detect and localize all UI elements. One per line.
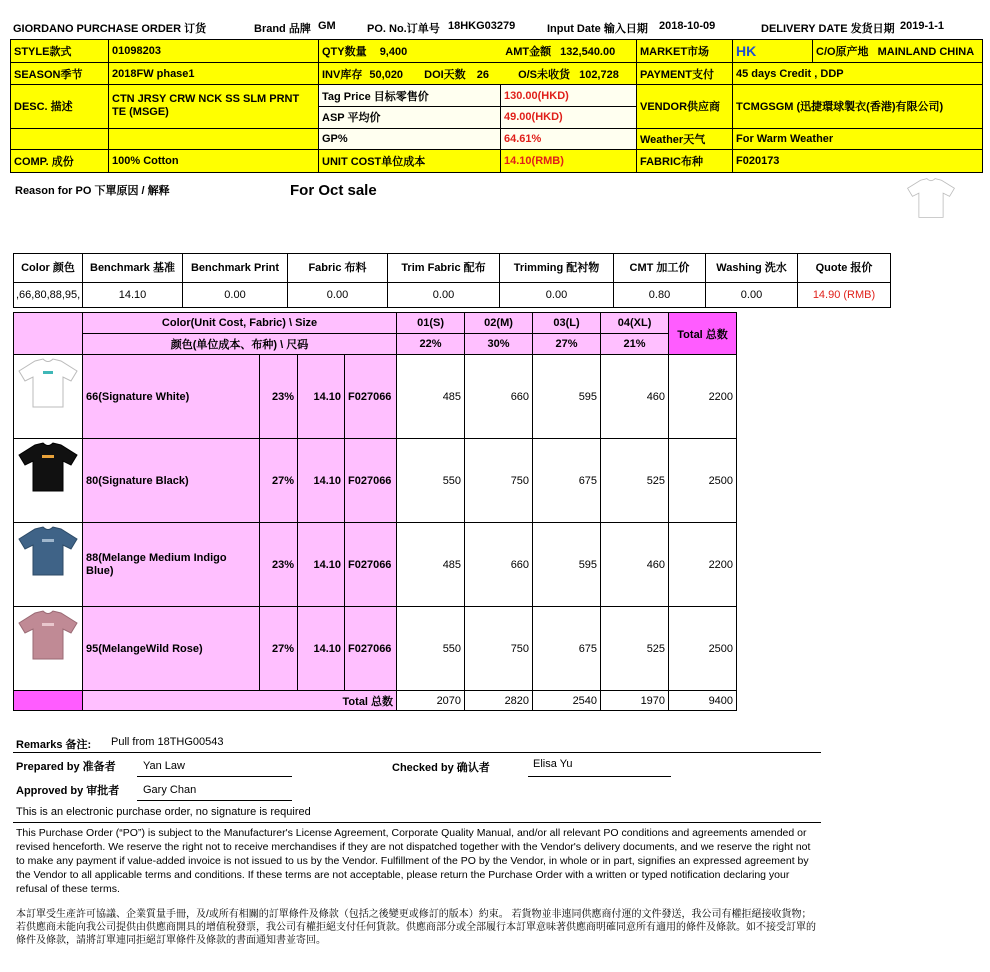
comp-label: COMP. 成份: [11, 150, 109, 173]
po-value: 18HKG03279: [448, 20, 516, 32]
weather-label: Weather天气: [637, 128, 733, 150]
po-info-table: [10, 39, 983, 173]
style-label: STYLE款式: [11, 40, 109, 63]
fabric-label: FABRIC布种: [637, 150, 733, 173]
bench-value-benchmark: 14.10: [83, 283, 183, 308]
benchmark-table: [13, 253, 891, 308]
amt-value: 132,540.00: [560, 45, 616, 58]
product-thumbnail: [895, 177, 967, 222]
reason-label: Reason for PO 下單原因 / 解释: [15, 185, 170, 197]
swatch-header: [14, 313, 83, 355]
qty-value: 9,400: [379, 45, 408, 58]
qty-cell: 550: [397, 607, 465, 691]
color-fabric: F027066: [345, 523, 397, 607]
inv-value: 50,020: [369, 68, 404, 81]
remarks-divider: [13, 752, 821, 753]
bench-value-trim-fabric: 0.00: [388, 283, 500, 308]
checked-underline: [528, 776, 671, 777]
color-pct: 27%: [260, 439, 298, 523]
market-label: MARKET市场: [637, 40, 733, 63]
footer-blank: [14, 691, 83, 711]
qty-cell: 595: [533, 523, 601, 607]
blank-cell: [11, 128, 109, 150]
tshirt-swatch-indigo: [15, 525, 81, 577]
input-date-value: 2018-10-09: [659, 20, 716, 32]
approved-value: Gary Chan: [143, 784, 197, 796]
blank-cell: [109, 128, 319, 150]
color-cost: 14.10: [298, 355, 345, 439]
prepared-label: Prepared by 准备者: [16, 761, 116, 773]
qty-cell: 460: [601, 355, 669, 439]
footer-total-label: Total 总数: [83, 691, 397, 711]
brand-label: Brand 品牌: [254, 23, 311, 35]
qty-cell: 485: [397, 355, 465, 439]
size-code: 02(M): [465, 313, 533, 334]
color-size-header-en: Color(Unit Cost, Fabric) \ Size: [83, 313, 397, 334]
doi-value: 26: [476, 68, 489, 81]
qty-amt-cell: [319, 40, 637, 63]
asp-label: ASP 平均价: [319, 106, 501, 128]
approved-label: Approved by 审批者: [16, 785, 120, 797]
inv-doi-os-cell: [319, 62, 637, 85]
bench-header-fabric: Fabric 布料: [288, 254, 388, 283]
row-total: 2500: [669, 439, 737, 523]
bench-value-quote: 14.90 (RMB): [798, 283, 891, 308]
tshirt-swatch-white: [15, 357, 81, 409]
tag-price-label: Tag Price 目标零售价: [319, 85, 501, 107]
company-title: GIORDANO PURCHASE ORDER 订货: [13, 23, 207, 35]
qty-cell: 675: [533, 607, 601, 691]
color-cost: 14.10: [298, 439, 345, 523]
qty-cell: 525: [601, 607, 669, 691]
bench-header-trimming: Trimming 配衬物: [500, 254, 614, 283]
unit-cost-value: 14.10(RMB): [501, 150, 637, 173]
terms-english: This Purchase Order (“PO”) is subject to the Manufacturer's License Agreement, Corporate Quality Manual, and/or all relevant PO conditions and agreements amended or revised henceforth. We reserve the right not to receive merchandises if they are not dispatched together with the Vendor's delivery documents, and we reserve the right not to make any payment if value-added invoice is not issued to us by the Vendor. Fulfillment of the PO by the Vendor, in whole or in part, signifies an expressed agreement by the Vendor to all applicable terms and conditions. If these terms are not acceptable, please return the Purchase Order with a written or typed notification declaring your refusal of these terms.: [16, 827, 811, 895]
table-row: [14, 439, 737, 523]
inv-label: INV库存: [322, 68, 363, 81]
color-pct: 27%: [260, 607, 298, 691]
checked-value: Elisa Yu: [533, 758, 573, 770]
unit-cost-label: UNIT COST单位成本: [319, 150, 501, 173]
season-value: 2018FW phase1: [109, 62, 319, 85]
swatch-cell: [14, 607, 83, 691]
payment-label: PAYMENT支付: [637, 62, 733, 85]
style-value: 01098203: [109, 40, 319, 63]
terms-divider: [13, 822, 821, 823]
table-row: [14, 523, 737, 607]
approved-underline: [137, 800, 292, 801]
total-header: Total 总数: [669, 313, 737, 355]
tshirt-swatch-rose: [15, 609, 81, 661]
co-label: C/O原产地: [816, 45, 869, 58]
market-value: HK: [733, 40, 813, 63]
size-code: 01(S): [397, 313, 465, 334]
row-total: 2200: [669, 355, 737, 439]
size-ratio: 27%: [533, 334, 601, 355]
qty-cell: 660: [465, 355, 533, 439]
swatch-cell: [14, 523, 83, 607]
color-fabric: F027066: [345, 439, 397, 523]
po-label: PO. No.订单号: [367, 23, 440, 35]
size-ratio: 22%: [397, 334, 465, 355]
size-ratio: 21%: [601, 334, 669, 355]
doi-label: DOI天数: [424, 68, 466, 81]
table-row: [14, 607, 737, 691]
season-label: SEASON季节: [11, 62, 109, 85]
color-name: 80(Signature Black): [83, 439, 260, 523]
gp-label: GP%: [319, 128, 501, 150]
color-fabric: F027066: [345, 607, 397, 691]
qty-cell: 750: [465, 439, 533, 523]
os-label: O/S未收货: [518, 68, 571, 81]
amt-label: AMT金额: [505, 45, 552, 58]
row-total: 2200: [669, 523, 737, 607]
bench-value-color: ,66,80,88,95,: [14, 283, 83, 308]
vendor-label: VENDOR供应商: [637, 85, 733, 128]
size-breakdown-table: [13, 312, 737, 711]
bench-value-fabric: 0.00: [288, 283, 388, 308]
bench-header-cmt: CMT 加工价: [614, 254, 706, 283]
size-code: 04(XL): [601, 313, 669, 334]
brand-value: GM: [318, 20, 336, 32]
swatch-cell: [14, 439, 83, 523]
co-value: MAINLAND CHINA: [877, 45, 975, 58]
bench-value-print: 0.00: [183, 283, 288, 308]
color-fabric: F027066: [345, 355, 397, 439]
qty-cell: 525: [601, 439, 669, 523]
size-code: 03(L): [533, 313, 601, 334]
qty-cell: 550: [397, 439, 465, 523]
terms-chinese: 本訂單受生產許可協議、企業質量手冊，及/或所有相關的訂單條件及條款（包括之後變更或修訂的版本）約束。 若貨物並非連同供應商付運的文件發送，我公司有權拒絕接收貨物；若供應商未能向我公司提供由供應商開具的增值稅發票，我公司有權拒絕支付任何貨款。供應商部分或全部履行本訂單意味著供應商明確同意所有適用的條件及條款。如不接受訂單的條件及條款，請將訂單連同拒絕訂單條件及條款的書面通知書並寄回。: [16, 909, 816, 946]
bench-header-color: Color 颜色: [14, 254, 83, 283]
color-pct: 23%: [260, 523, 298, 607]
qty-cell: 485: [397, 523, 465, 607]
qty-cell: 750: [465, 607, 533, 691]
row-total: 2500: [669, 607, 737, 691]
input-date-label: Input Date 输入日期: [547, 23, 648, 35]
bench-header-print: Benchmark Print: [183, 254, 288, 283]
footer-qty: 2540: [533, 691, 601, 711]
delivery-date-value: 2019-1-1: [900, 20, 945, 32]
desc-value: CTN JRSY CRW NCK SS SLM PRNT TE (MSGE): [109, 85, 319, 128]
qty-cell: 595: [533, 355, 601, 439]
color-size-header-cn: 颜色(单位成本、布种) \ 尺码: [83, 334, 397, 355]
comp-value: 100% Cotton: [109, 150, 319, 173]
footer-qty: 1970: [601, 691, 669, 711]
color-name: 95(MelangeWild Rose): [83, 607, 260, 691]
qty-cell: 675: [533, 439, 601, 523]
prepared-underline: [137, 776, 292, 777]
bench-value-washing: 0.00: [706, 283, 798, 308]
color-pct: 23%: [260, 355, 298, 439]
electronic-note: This is an electronic purchase order, no signature is required: [16, 806, 311, 818]
bench-header-benchmark: Benchmark 基准: [83, 254, 183, 283]
bench-value-cmt: 0.80: [614, 283, 706, 308]
bench-value-trimming: 0.00: [500, 283, 614, 308]
fabric-value: F020173: [733, 150, 983, 173]
swatch-cell: [14, 355, 83, 439]
gp-value: 64.61%: [501, 128, 637, 150]
payment-value: 45 days Credit , DDP: [733, 62, 983, 85]
delivery-date-label: DELIVERY DATE 发货日期: [761, 23, 895, 35]
co-cell: [813, 40, 983, 63]
table-row: [14, 355, 737, 439]
reason-value: For Oct sale: [290, 182, 377, 199]
vendor-value: TCMGSGM (迅捷環球製衣(香港)有限公司): [733, 85, 983, 128]
footer-qty: 2070: [397, 691, 465, 711]
footer-qty: 2820: [465, 691, 533, 711]
color-name: 66(Signature White): [83, 355, 260, 439]
color-name: 88(Melange Medium Indigo Blue): [83, 523, 260, 607]
qty-cell: 460: [601, 523, 669, 607]
desc-label: DESC. 描述: [11, 85, 109, 128]
asp-value: 49.00(HKD): [501, 106, 637, 128]
bench-header-washing: Washing 洗水: [706, 254, 798, 283]
tshirt-swatch-black: [15, 441, 81, 493]
checked-label: Checked by 确认者: [392, 762, 490, 774]
os-value: 102,728: [579, 68, 619, 81]
bench-header-quote: Quote 报价: [798, 254, 891, 283]
remarks-value: Pull from 18THG00543: [111, 736, 224, 748]
tag-price-value: 130.00(HKD): [501, 85, 637, 107]
remarks-label: Remarks 备注:: [16, 739, 92, 751]
color-cost: 14.10: [298, 607, 345, 691]
qty-label: QTY数量: [322, 45, 367, 58]
qty-cell: 660: [465, 523, 533, 607]
color-cost: 14.10: [298, 523, 345, 607]
grand-total: 9400: [669, 691, 737, 711]
size-ratio: 30%: [465, 334, 533, 355]
prepared-value: Yan Law: [143, 760, 185, 772]
bench-header-trim-fabric: Trim Fabric 配布: [388, 254, 500, 283]
weather-value: For Warm Weather: [733, 128, 983, 150]
